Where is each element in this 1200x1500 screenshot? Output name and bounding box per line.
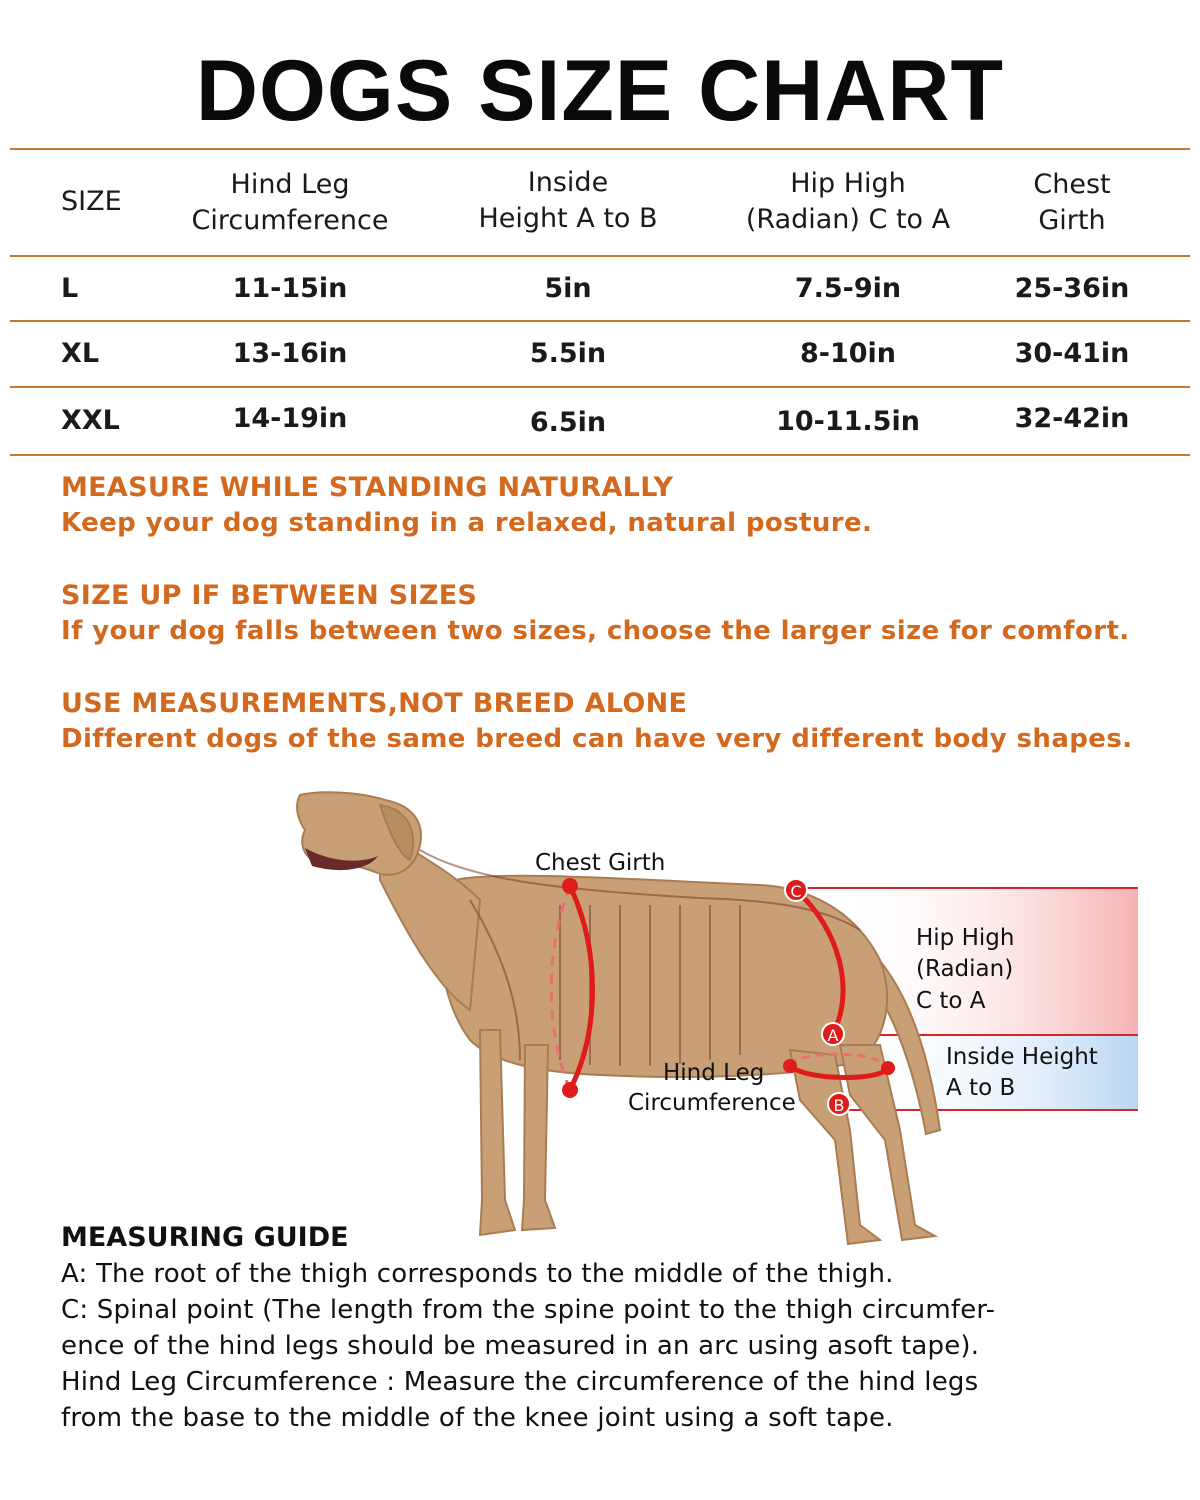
inside-height-label-2: A to B (946, 1075, 1016, 1101)
hip-high-label-3: C to A (916, 988, 986, 1014)
point-b-marker (828, 1093, 850, 1115)
hind-leg-label-2: Circumference (628, 1090, 796, 1116)
tip-text-standing: Keep your dog standing in a relaxed, natural posture. (61, 508, 873, 538)
row-xl-chest-girth: 30-41in (1014, 338, 1130, 369)
row-xl-inside-height: 5.5in (529, 338, 607, 369)
header-size: SIZE (61, 186, 122, 217)
hind-leg-right-dot (881, 1061, 895, 1075)
row-xxl-hip-high: 10-11.5in (776, 406, 920, 437)
chest-girth-top-dot (562, 878, 578, 894)
guide-line-a: A: The root of the thigh corresponds to the middle of the thigh. (61, 1259, 894, 1289)
guide-line-hind-leg-2: from the base to the middle of the knee joint using a soft tape. (61, 1403, 894, 1433)
header-chest-girth: Chest Girth (1033, 169, 1111, 236)
guide-line-hind-leg-1: Hind Leg Circumference : Measure the circumference of the hind legs (61, 1367, 979, 1397)
hip-high-label-1: Hip High (916, 925, 1015, 951)
row-l-hind-leg: 11-15in (232, 273, 348, 304)
row-xxl-chest-girth: 32-42in (1014, 403, 1130, 434)
svg-text:B: B (833, 1096, 845, 1115)
tip-text-measurements: Different dogs of the same breed can have very different body shapes. (61, 724, 1133, 754)
header-hind-leg: Hind Leg Circumference (191, 169, 389, 236)
tip-heading-standing: MEASURE WHILE STANDING NATURALLY (61, 472, 674, 503)
tip-heading-size-up: SIZE UP IF BETWEEN SIZES (61, 580, 478, 611)
page-title: DOGS SIZE CHART (195, 43, 1005, 139)
tip-heading-measurements: USE MEASUREMENTS,NOT BREED ALONE (61, 688, 688, 719)
tip-text-size-up: If your dog falls between two sizes, choose the larger size for comfort. (61, 616, 1130, 646)
measuring-guide-heading: MEASURING GUIDE (61, 1222, 349, 1253)
hind-leg-label-1: Hind Leg (663, 1060, 765, 1086)
row-l-inside-height: 5in (544, 273, 592, 304)
row-xl-size: XL (61, 338, 100, 369)
point-c-marker (785, 879, 807, 901)
point-a-marker (822, 1023, 844, 1045)
guide-line-c-2: ence of the hind legs should be measured in an arc using asoft tape). (61, 1331, 980, 1361)
header-inside-height: Inside Height A to B (478, 167, 658, 234)
header-hip-high: Hip High (Radian) C to A (745, 168, 951, 235)
chest-girth-label: Chest Girth (535, 850, 666, 876)
row-xxl-inside-height: 6.5in (529, 407, 607, 438)
row-xxl-size: XXL (61, 405, 120, 436)
hip-high-label-2: (Radian) (916, 956, 1014, 982)
row-xl-hip-high: 8-10in (799, 338, 897, 369)
guide-line-c-1: C: Spinal point (The length from the spine point to the thigh circumfer- (61, 1295, 996, 1325)
inside-height-label-1: Inside Height (946, 1044, 1098, 1070)
row-l-chest-girth: 25-36in (1014, 273, 1130, 304)
svg-text:C: C (790, 882, 802, 901)
chest-girth-bottom-dot (562, 1082, 578, 1098)
row-l-size: L (61, 273, 79, 304)
hind-leg-left-dot (783, 1059, 797, 1073)
row-l-hip-high: 7.5-9in (794, 273, 902, 304)
svg-text:A: A (827, 1026, 839, 1045)
row-xxl-hind-leg: 14-19in (232, 403, 348, 434)
row-xl-hind-leg: 13-16in (232, 338, 348, 369)
